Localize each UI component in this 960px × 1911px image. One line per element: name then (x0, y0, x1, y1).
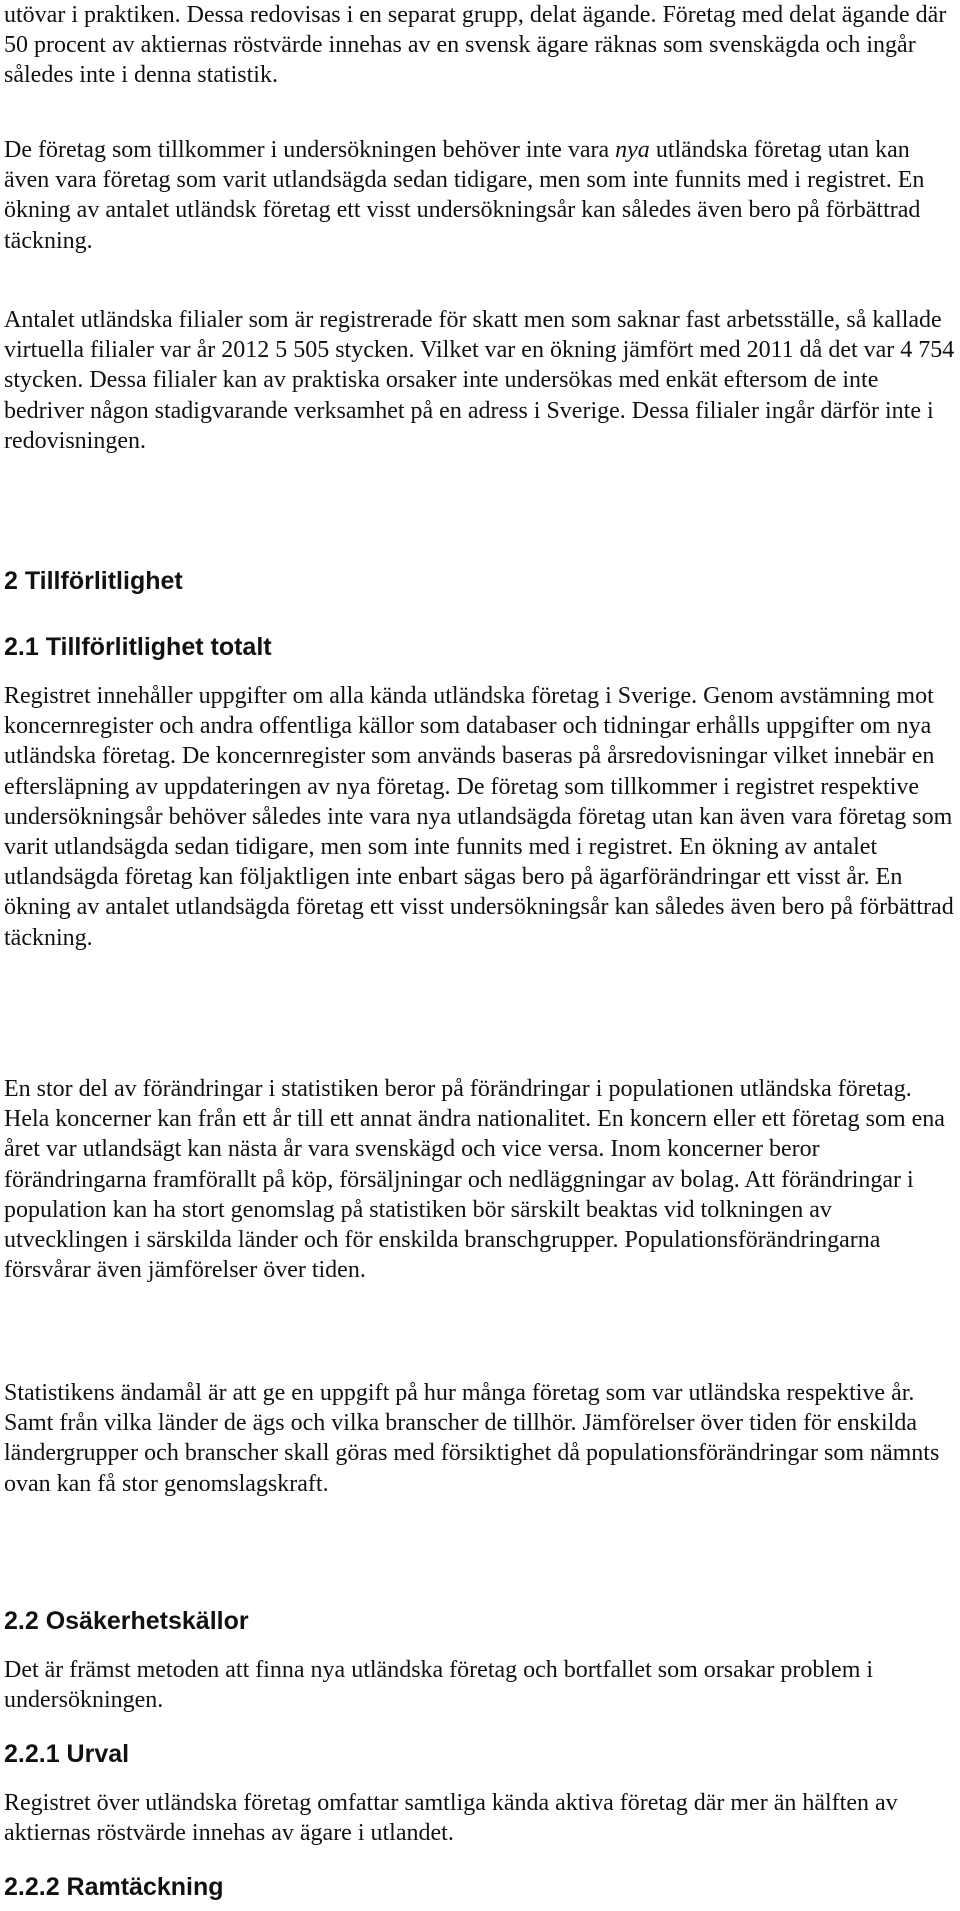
paragraph-virtual-branches: Antalet utländska filialer som är registrerade för skatt men som saknar fast arbetsställe, så kallade virtuella filialer var år 2012 5 505 stycken. Vilket var en ökning jämfört med 2011 då det var 4 754 stycken. Dessa filialer kan av praktiska orsaker inte undersökas med enkät eftersom de inte bedriver någon stadigvarande verksamhet på en adress i Sverige. Dessa filialer ingår därför inte i redovisningen. (4, 307, 955, 454)
paragraph-new-companies (4, 135, 956, 256)
paragraph-statistics-purpose: Statistikens ändamål är att ge en uppgift på hur många företag som var utländska respektive år. Samt från vilka länder de ägs och vilka branscher de tillhör. Jämförelser över tiden för enskilda ländergrupper och branscher skall göras med försiktighet då populationsförändringar som nämnts ovan kan få stor genomslagskraft. (4, 1380, 940, 1497)
paragraph-intro-continuation: utövar i praktiken. Dessa redovisas i en separat grupp, delat ägande. Företag med delat ägande där 50 procent av aktiernas röstvärde innehas av en svensk ägare räknas som svenskägda och ingår således inte i denna statistik. (4, 2, 947, 89)
heading-frame-coverage: 2.2.2 Ramtäckning (4, 1873, 224, 1901)
paragraph-text: utländska företag utan kan även vara företag som varit utlandsägda sedan tidigare, men som inte funnits med i registret. En ökning av antalet utländsk företag ett visst undersökningsår kan således även bero på förbättrad täckning. (4, 137, 925, 254)
heading-sample: 2.2.1 Urval (4, 1740, 130, 1768)
heading-reliability-total: 2.1 Tillförlitlighet totalt (4, 633, 272, 661)
paragraph-register-contents: Registret innehåller uppgifter om alla kända utländska företag i Sverige. Genom avstämning mot koncernregister och andra offentliga källor som databaser och tidningar erhålls uppgifter om nya utländska företag. De koncernregister som används baseras på årsredovisningar vilket innebär en eftersläpning av uppdateringen av nya företag. De företag som tillkommer i registret respektive undersökningsår behöver således inte vara nya utlandsägda företag utan kan även vara företag som varit utlandsägda sedan tidigare, men som inte funnits med i registret. En ökning av antalet utlandsägda företag kan följaktligen inte enbart sägas bero på ägarförändringar ett visst år. En ökning av antalet utlandsägda företag ett visst undersökningsår kan således även bero på förbättrad täckning. (4, 683, 954, 951)
paragraph-text: De företag som tillkommer i undersökningen behöver inte vara (4, 137, 616, 163)
heading-reliability: 2 Tillförlitlighet (4, 567, 183, 595)
heading-uncertainty-sources: 2.2 Osäkerhetskällor (4, 1607, 249, 1635)
emphasis-text: nya (615, 137, 650, 163)
paragraph-population-changes: En stor del av förändringar i statistiken beror på förändringar i populationen utländska företag. Hela koncerner kan från ett år till ett annat ändra nationalitet. En koncern eller ett företag som ena året var utlandsägt kan nästa år vara svenskägd och vice versa. Inom koncerner beror förändringarna framförallt på köp, försäljningar och nedläggningar av bolag. Att förändringar i population kan ha stort genomslag på statistiken bör särskilt beaktas vid tolkningen av utvecklingen i särskilda länder och för enskilda branschgrupper. Populationsförändringarna försvårar även jämförelser över tiden. (4, 1076, 945, 1284)
paragraph-sample: Registret över utländska företag omfattar samtliga kända aktiva företag där mer än hälften av aktiernas röstvärde innehas av ägare i utlandet. (4, 1790, 898, 1847)
paragraph-uncertainty-sources: Det är främst metoden att finna nya utländska företag och bortfallet som orsakar problem i undersökningen. (4, 1657, 874, 1714)
